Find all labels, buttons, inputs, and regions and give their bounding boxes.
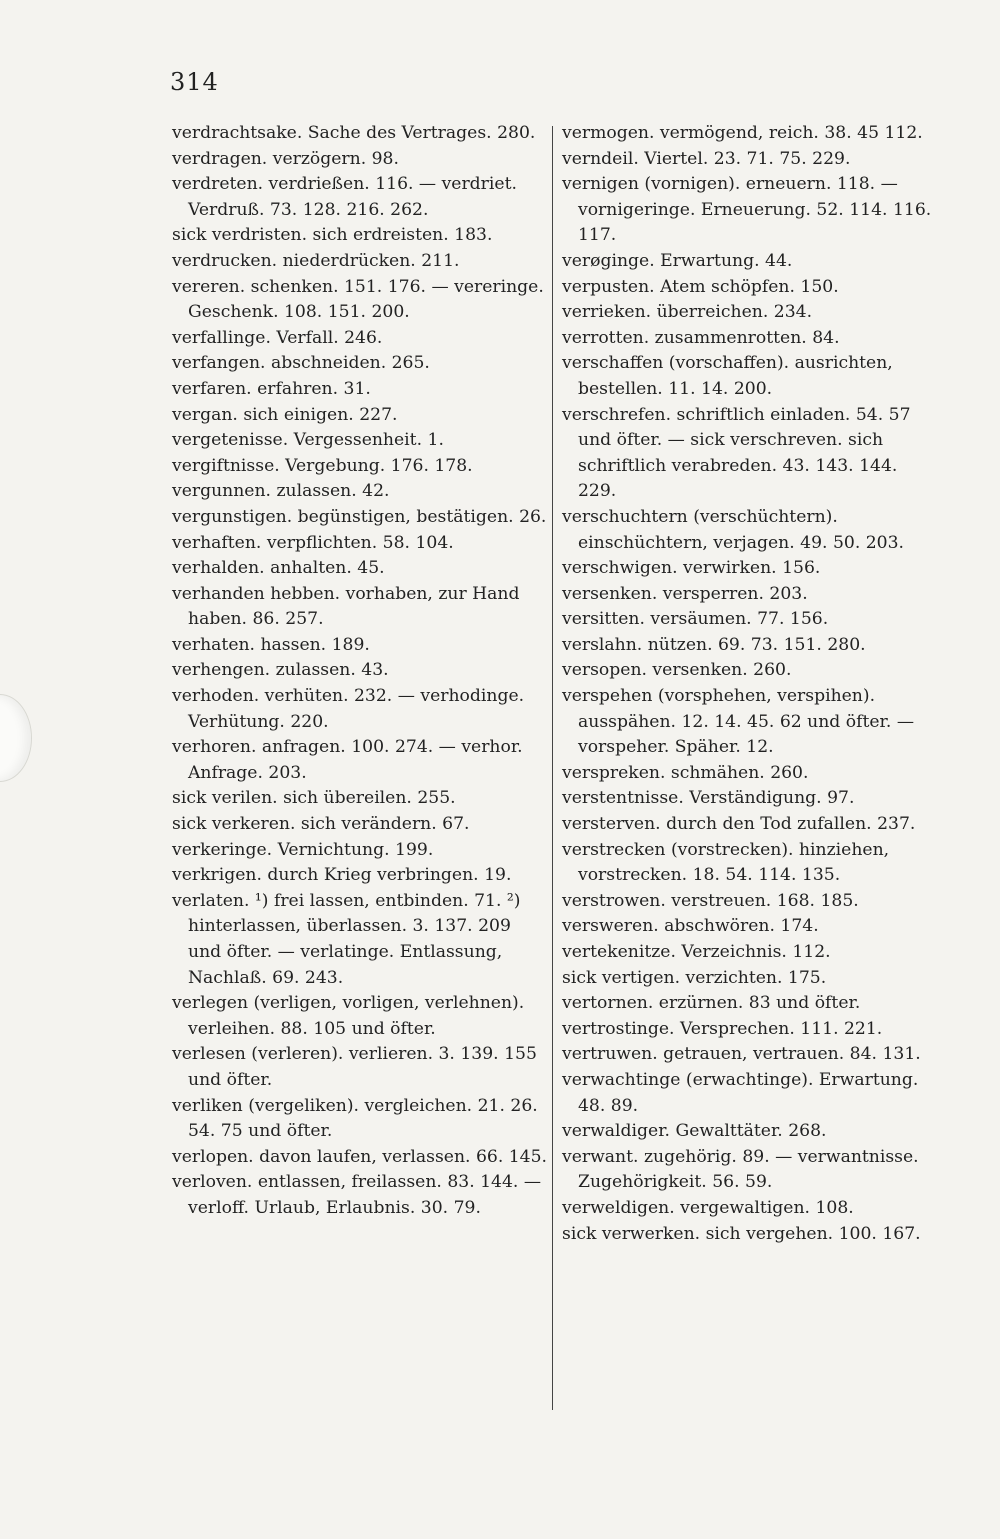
entry: sick vertigen. verzichten. 175. — [562, 967, 827, 988]
entry: verdrucken. niederdrücken. 211. — [172, 250, 460, 271]
left-column — [172, 121, 547, 1222]
entry: verpusten. Atem schöpfen. 150. — [562, 276, 839, 297]
entry: vergunnen. zulassen. 42. — [172, 481, 390, 502]
entry: verhalden. anhalten. 45. — [172, 558, 385, 579]
entry: verrieken. überreichen. 234. — [562, 302, 813, 323]
entry: verndeil. Viertel. 23. 71. 75. 229. — [562, 148, 851, 169]
page-number: 314 — [170, 68, 219, 96]
entry: verkeringe. Vernichtung. 199. — [172, 839, 434, 860]
entry: verschuchtern (verschüchtern). einschüchtern, verjagen. 49. 50. 203. — [562, 506, 905, 553]
entry: verhoden. verhüten. 232. — verhodinge. Verhütung. 220. — [172, 686, 525, 732]
entry: verloven. entlassen, freilassen. 83. 144. — verloff. Urlaub, Erlaubnis. 30. 79. — [172, 1172, 542, 1218]
entry: verlopen. davon laufen, verlassen. 66. 145. — [172, 1146, 548, 1167]
entry: verschwigen. verwirken. 156. — [562, 558, 821, 579]
entry: vergan. sich einigen. 227. — [172, 404, 398, 425]
entry: verhaten. hassen. 189. — [172, 634, 370, 655]
entry: verschrefen. schriftlich einladen. 54. 57 und öfter. — sick verschreven. sich schriftlich verabreden. 43. 143. 144. 229. — [562, 404, 911, 502]
entry: verdreten. verdrießen. 116. — verdriet. Verdruß. 73. 128. 216. 262. — [172, 174, 517, 220]
entry: verweldigen. vergewaltigen. 108. — [562, 1197, 854, 1218]
entry: verfaren. erfahren. 31. — [172, 378, 371, 399]
entry: verlesen (verleren). verlieren. 3. 139. 155 und öfter. — [172, 1044, 537, 1090]
entry: verlegen (verligen, vorligen, verlehnen). verleihen. 88. 105 und öfter. — [172, 993, 525, 1039]
entry: vergetenisse. Vergessenheit. 1. — [172, 430, 444, 451]
entry: verwaldiger. Gewalttäter. 268. — [562, 1121, 827, 1142]
entry: verhengen. zulassen. 43. — [172, 660, 389, 681]
entry: verrotten. zusammenrotten. 84. — [562, 327, 840, 348]
column-divider — [552, 126, 553, 1410]
entry: sick verkeren. sich verändern. 67. — [172, 814, 470, 835]
entry: verliken (vergeliken). vergleichen. 21. 26. 54. 75 und öfter. — [172, 1095, 538, 1142]
entry: vertekenitze. Verzeichnis. 112. — [562, 942, 831, 962]
entry: verstrowen. verstreuen. 168. 185. — [562, 890, 859, 911]
entry: vertrostinge. Versprechen. 111. 221. — [562, 1018, 883, 1039]
entry: vertornen. erzürnen. 83 und öfter. — [562, 993, 861, 1014]
entry: verspehen (vorsphehen, verspihen). ausspähen. 12. 14. 45. 62 und öfter. — vorspeher. Späher. 12. — [562, 686, 915, 758]
entry: versweren. abschwören. 174. — [562, 916, 819, 937]
entry: verstrecken (vorstrecken). hinziehen, vorstrecken. 18. 54. 114. 135. — [562, 839, 890, 886]
entry: versitten. versäumen. 77. 156. — [562, 609, 829, 630]
entry: verdrachtsake. Sache des Vertrages. 280. — [172, 123, 536, 143]
entry: verschaffen (vorschaffen). ausrichten, bestellen. 11. 14. 200. — [562, 353, 893, 399]
entry: verslahn. nützen. 69. 73. 151. 280. — [562, 634, 866, 655]
entry: verlaten. ¹) frei lassen, entbinden. 71. ²) hinterlassen, überlassen. 3. 137. 209 und öfter. — verlatinge. Entlassung, Nachlaß. 69. 243. — [172, 890, 521, 988]
entry: sick verdristen. sich erdreisten. 183. — [172, 225, 493, 246]
entry: verhaften. verpflichten. 58. 104. — [172, 532, 454, 553]
entry: verstentnisse. Verständigung. 97. — [562, 788, 855, 809]
entry: verspreken. schmähen. 260. — [562, 762, 809, 783]
entry: versenken. versperren. 203. — [562, 583, 808, 604]
entry: verfangen. abschneiden. 265. — [172, 353, 430, 374]
entry: verkrigen. durch Krieg verbringen. 19. — [172, 865, 512, 886]
entry: verfallinge. Verfall. 246. — [172, 327, 383, 348]
entry: verwachtinge (erwachtinge). Erwartung. 48. 89. — [562, 1069, 919, 1116]
entry: sick verilen. sich übereilen. 255. — [172, 788, 456, 809]
entry: vereren. schenken. 151. 176. — vereringe. Geschenk. 108. 151. 200. — [172, 276, 544, 323]
entry: versopen. versenken. 260. — [562, 660, 792, 681]
entry: verhoren. anfragen. 100. 274. — verhor. Anfrage. 203. — [172, 737, 523, 783]
entry: vergunstigen. begünstigen, bestätigen. 26. — [172, 506, 547, 527]
entry: verdragen. verzögern. 98. — [172, 148, 399, 169]
binding-hole — [0, 694, 32, 782]
entry: verhanden hebben. vorhaben, zur Hand haben. 86. 257. — [172, 583, 520, 630]
entry: vertruwen. getrauen, vertrauen. 84. 131. — [562, 1044, 921, 1065]
entry: verwant. zugehörig. 89. — verwantnisse. Zugehörigkeit. 56. 59. — [562, 1146, 919, 1193]
entry: verøginge. Erwartung. 44. — [562, 250, 793, 271]
entry: sick verwerken. sich vergehen. 100. 167. — [562, 1223, 921, 1244]
entry: versterven. durch den Tod zufallen. 237. — [562, 814, 916, 835]
right-column — [562, 121, 940, 1247]
entry: vergiftnisse. Vergebung. 176. 178. — [172, 455, 473, 476]
entry: vernigen (vornigen). erneuern. 118. — vornigeringe. Erneuerung. 52. 114. 116. 117. — [562, 174, 932, 246]
entry: vermogen. vermögend, reich. 38. 45 112. — [562, 123, 923, 143]
